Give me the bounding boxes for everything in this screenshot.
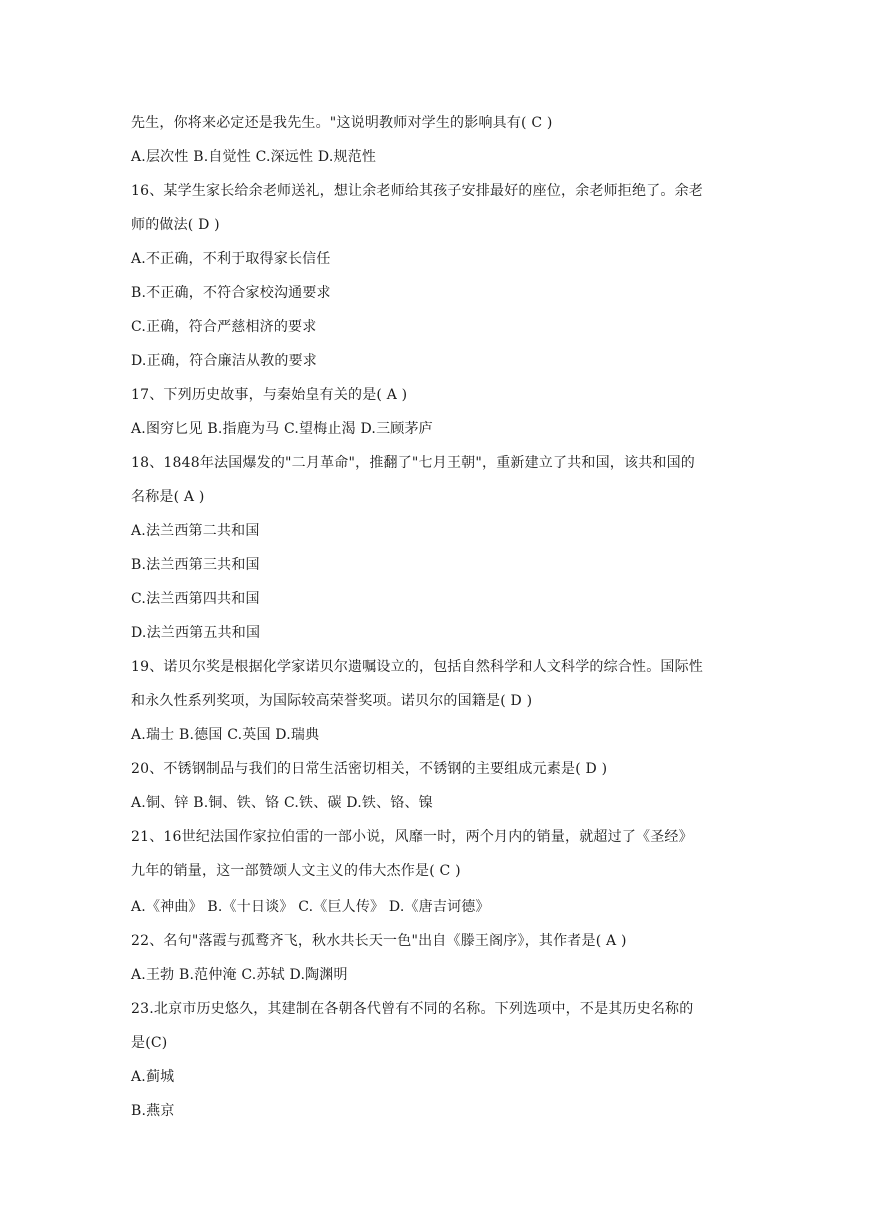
text-line: B.法兰西第三共和国 <box>131 557 260 573</box>
text-line: A.蓟城 <box>131 1069 175 1085</box>
text-line: 18、1848年法国爆发的"二月革命"，推翻了"七月王朝"，重新建立了共和国，该共和国的 <box>131 455 695 471</box>
text-line: 22、名句"落霞与孤鹜齐飞，秋水共长天一色"出自《滕王阁序》，其作者是( A ) <box>131 933 627 949</box>
text-line: A.图穷匕见 B.指鹿为马 C.望梅止渴 D.三顾茅庐 <box>131 421 433 437</box>
text-line: 名称是( A ) <box>131 489 205 505</box>
text-line: B.不正确，不符合家校沟通要求 <box>131 285 331 301</box>
text-line: 和永久性系列奖项，为国际较高荣誉奖项。诺贝尔的国籍是( D ) <box>131 693 533 709</box>
text-line: 师的做法( D ) <box>131 217 220 233</box>
text-line: A.法兰西第二共和国 <box>131 523 260 539</box>
text-line: 20、不锈钢制品与我们的日常生活密切相关，不锈钢的主要组成元素是( D ) <box>131 761 608 777</box>
text-line: D.正确，符合廉洁从教的要求 <box>131 353 317 369</box>
text-line: A.不正确，不利于取得家长信任 <box>131 251 331 267</box>
text-line: C.法兰西第四共和国 <box>131 591 260 607</box>
text-line: 九年的销量，这一部赞颂人文主义的伟大杰作是( C ) <box>131 863 461 879</box>
text-line: C.正确，符合严慈相济的要求 <box>131 319 317 335</box>
text-line: A.《神曲》 B.《十日谈》 C.《巨人传》 D.《唐吉诃德》 <box>131 899 490 915</box>
text-line: 先生，你将来必定还是我先生。"这说明教师对学生的影响具有( C ) <box>131 115 553 131</box>
text-line: 21、16世纪法国作家拉伯雷的一部小说，风靡一时，两个月内的销量，就超过了《圣经》 <box>131 829 693 845</box>
text-line: A.王勃 B.范仲淹 C.苏轼 D.陶渊明 <box>131 967 348 983</box>
text-line: 17、下列历史故事，与秦始皇有关的是( A ) <box>131 387 408 403</box>
text-line: 16、某学生家长给余老师送礼，想让余老师给其孩子安排最好的座位，余老师拒绝了。余老 <box>131 183 704 199</box>
text-line: 是(C) <box>131 1035 168 1051</box>
text-line: D.法兰西第五共和国 <box>131 625 261 641</box>
text-line: A.层次性 B.自觉性 C.深远性 D.规范性 <box>131 149 377 165</box>
text-line: A.铜、锌 B.铜、铁、铬 C.铁、碳 D.铁、铬、镍 <box>131 795 433 811</box>
text-line: 23.北京市历史悠久，其建制在各朝各代曾有不同的名称。下列选项中，不是其历史名称的 <box>131 1001 694 1017</box>
text-line: A.瑞士 B.德国 C.英国 D.瑞典 <box>131 727 320 743</box>
text-line: B.燕京 <box>131 1103 175 1119</box>
text-line: 19、诺贝尔奖是根据化学家诺贝尔遗嘱设立的，包括自然科学和人文科学的综合性。国际性 <box>131 659 704 675</box>
